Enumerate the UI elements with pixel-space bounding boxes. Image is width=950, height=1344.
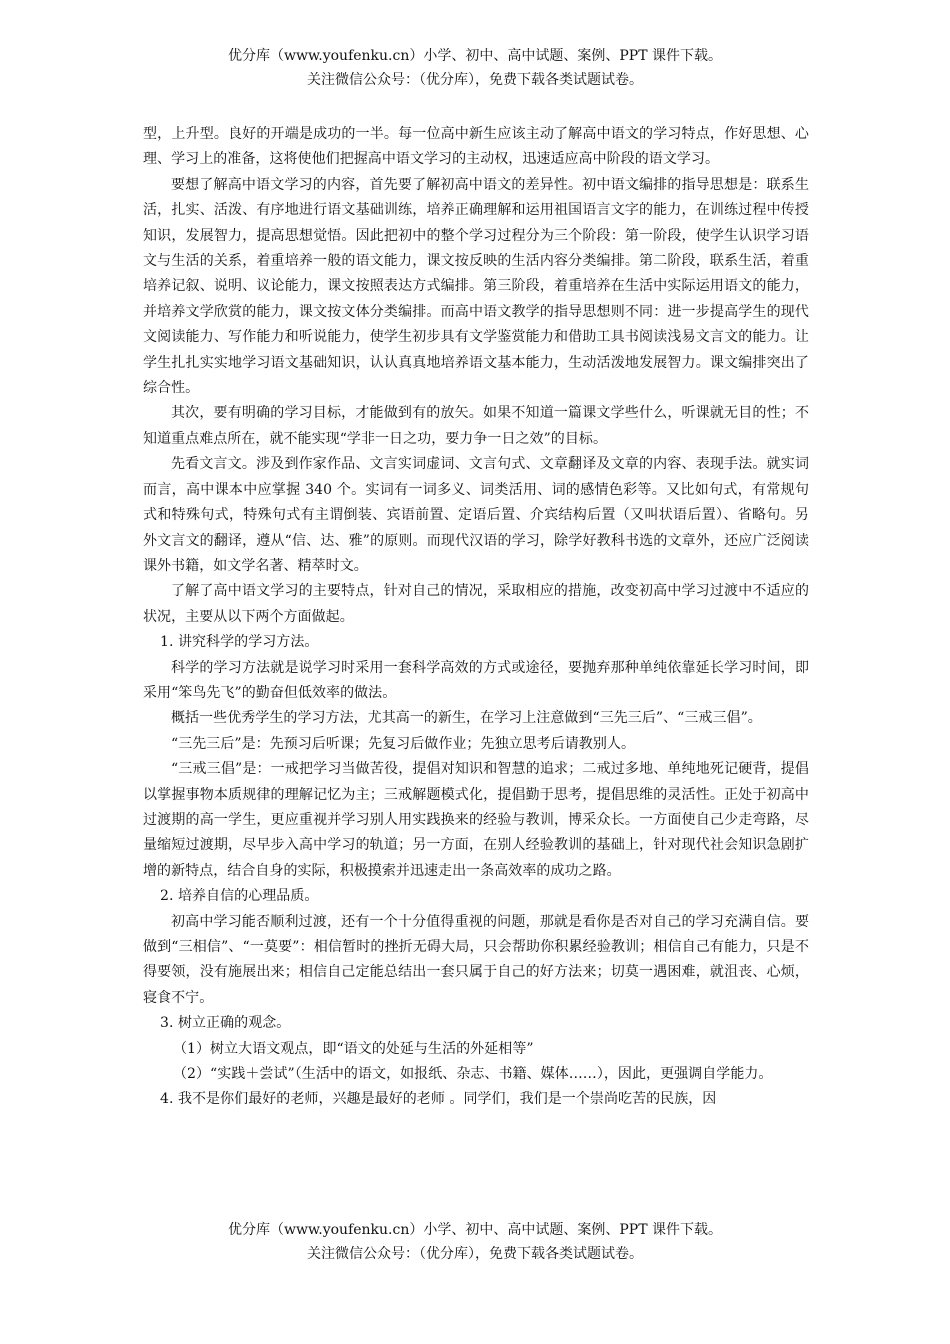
paragraph: “三先三后”是：先预习后听课；先复习后做作业；先独立思考后请教别人。 <box>171 735 636 752</box>
paragraph: 要想了解高中语文学习的内容，首先要了解初高中语文的差异性。初中语文编排的指导思想是：联系生活，扎实、活泼、有序地进行语文基础训练，培养正确理解和运用祖国语言文字的能力，在训练过程中传授知识，发展智力，提高思想觉悟。因此把初中的整个学习过程分为三个阶段：第一阶段，使学生认识学习语文与生活的关系，着重培养一般的语文能力，课文按反映的生活内容分类编排。第二阶段，联系生活，着重培养记叙、说明、议论能力，课文按照表达方式编排。第三阶段，着重培养在生活中实际运用语文的能力，并培养文学欣赏的能力，课文按文体分类编排。而高中语文教学的指导思想则不同：进一步提高学生的现代文阅读能力、写作能力和听说能力，使学生初步具有文学鉴赏能力和借助工具书阅读浅易文言文的能力。让学生扎扎实实地学习语文基础知识，认认真真地培养语文基本能力，生动活泼地发展智力。课文编排突出了综合性。 <box>143 176 809 397</box>
paragraph: 先看文言文。涉及到作家作品、文言实词虚词、文言句式、文章翻译及文章的内容、表现手法。就实词而言，高中课本中应掌握 340 个。实词有一词多义、词类活用、词的感情色彩等。又比如句式，有常规句式和特殊句式，特殊句式有主谓倒装、宾语前置、定语后置、介宾结构后置（又叫状语后置）、省略句。另外文言文的翻译，遵从“信、达、雅”的原则。而现代汉语的学习，除学好教科书选的文章外，还应广泛阅读课外书籍，如文学名著、精萃时文。 <box>143 456 809 574</box>
paragraph: 初高中学习能否顺利过渡，还有一个十分值得重视的问题，那就是看你是否对自己的学习充满自信。要做到“三相信”、“一莫要”：相信暂时的挫折无碍大局，只会帮助你积累经验教训；相信自己有能力，只是不得要领，没有施展出来；相信自己定能总结出一套只属于自己的好方法来；切莫一遇困难，就沮丧、心烦，寝食不宁。 <box>143 913 809 1006</box>
section-heading: 3. 树立正确的观念。 <box>160 1015 291 1032</box>
paragraph: 概括一些优秀学生的学习方法，尤其高一的新生，在学习上注意做到“三先三后”、“三戒三倡”。 <box>171 710 762 727</box>
paragraph: “三戒三倡”是：一戒把学习当做苦役，提倡对知识和智慧的追求；二戒过多地、单纯地死记硬背，提倡以掌握事物本质规律的理解记忆为主；三戒解题模式化，提倡勤于思考，提倡思维的灵活性。正处于初高中过渡期的高一学生，更应重视并学习别人用实践换来的经验与教训，博采众长。一方面使自己少走弯路，尽量缩短过渡期，尽早步入高中学习的轨道；另一方面，在别人经验教训的基础上，针对现代社会知识急剧扩增的新特点，结合自身的实际，积极摸索并迅速走出一条高效率的成功之路。 <box>143 761 809 879</box>
footer-line-1: 优分库（www.youfenku.cn）小学、初中、高中试题、案例、PPT 课件下载。 <box>227 1222 722 1238</box>
section-heading: 2. 培养自信的心理品质。 <box>160 888 319 905</box>
header-line-1: 优分库（www.youfenku.cn）小学、初中、高中试题、案例、PPT 课件下载。 <box>227 48 722 64</box>
page-footer <box>0 1218 950 1266</box>
paragraph: 其次，要有明确的学习目标，才能做到有的放矢。如果不知道一篇课文学些什么，听课就无目的性；不知道重点难点所在，就不能实现“学非一日之功，要力争一日之效”的目标。 <box>143 405 809 447</box>
header-line-2: 关注微信公众号：（优分库），免费下载各类试题试卷。 <box>307 72 643 88</box>
list-item: （1）树立大语文观点，即“语文的处延与生活的外延相等” <box>173 1040 534 1057</box>
page-header <box>0 44 950 92</box>
list-item: （2）“实践＋尝试”（生活中的语文，如报纸、杂志、书籍、媒体……），因此，更强调自学能力。 <box>173 1066 773 1083</box>
section-heading: 4. 我不是你们最好的老师，兴趣是最好的老师 。同学们，我们是一个崇尚吃苦的民族，因 <box>160 1091 717 1108</box>
paragraph: 科学的学习方法就是说学习时采用一套科学高效的方式或途径，要抛弃那种单纯依靠延长学习时间，即采用“笨鸟先飞”的勤奋但低效率的做法。 <box>143 659 809 701</box>
body-text <box>143 122 809 1113</box>
footer-line-2: 关注微信公众号：（优分库），免费下载各类试题试卷。 <box>307 1246 643 1262</box>
paragraph: 了解了高中语文学习的主要特点，针对自己的情况，采取相应的措施，改变初高中学习过渡中不适应的状况，主要从以下两个方面做起。 <box>143 583 809 625</box>
section-heading: 1. 讲究科学的学习方法。 <box>160 634 319 651</box>
paragraph: 型，上升型。良好的开端是成功的一半。每一位高中新生应该主动了解高中语文的学习特点，作好思想、心理、学习上的准备，这将使他们把握高中语文学习的主动权，迅速适应高中阶段的语文学习。 <box>143 126 809 168</box>
